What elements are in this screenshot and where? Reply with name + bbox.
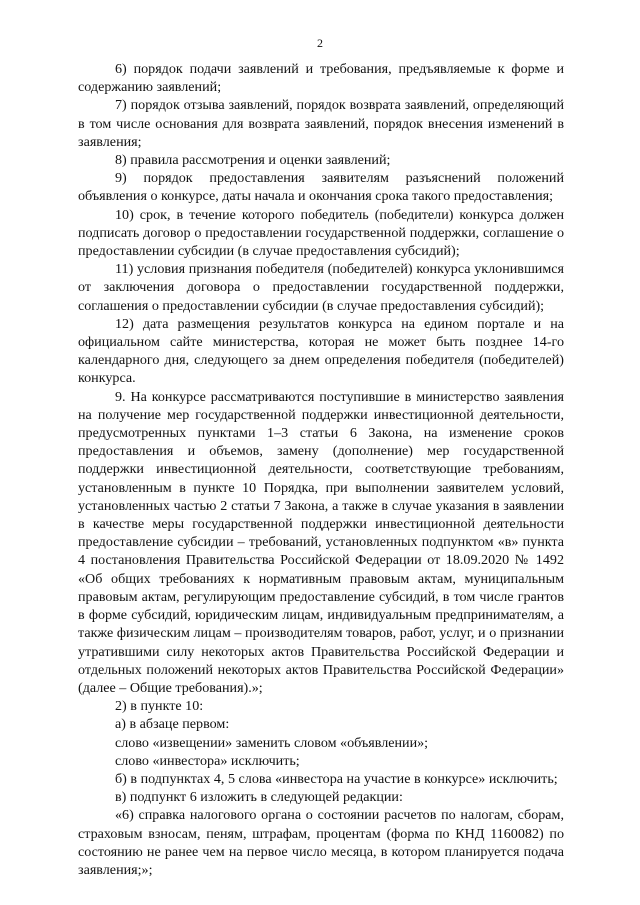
paragraph: слово «извещении» заменить словом «объявлении»; [115,734,429,751]
paragraph: 2) в пункте 10: [115,698,204,715]
page-number: 2 [317,36,323,50]
paragraph: 10) срок, в течение которого победитель (победители) конкурса должен подписать договор о предоставлении государственной поддержки, соглашение о предоставлении субсидии (в случае предоставления субсидий); [78,206,564,260]
paragraph: 11) условия признания победителя (победителей) конкурса уклонившимся от заключения договора о предоставлении государственной поддержки, соглашения о предоставлении субсидии (в случае предоставления субсидий); [78,261,564,314]
paragraph: а) в абзаце первом: [115,716,230,733]
paragraph: 9) порядок предоставления заявителям разъяснений положений объявления о конкурсе, даты начала и окончания срока такого предоставления; [78,170,564,205]
paragraph: 9. На конкурсе рассматриваются поступившие в министерство заявления на получение мер государственной поддержки инвестиционной деятельности, предусмотренных пунктами 1–3 статьи 6 Закона, на изменение сроков предоставления и объемов, замену (дополнение) мер государственной поддержки инвестиционной деятельности, соответствующие требованиям, установленным в пункте 10 Порядка, при выполнении заявителем условий, установленных частью 2 статьи 7 Закона, а также в случае указания в заявлении в качестве меры государственной поддержки инвестиционной деятельности предоставление субсидии – требований, установленных подпунктом «в» пункта 4 постановления Правительства Российской Федерации от 18.09.2020 № 1492 «Об общих требованиях к нормативным правовым актам, муниципальным правовым актам, регулирующим предоставление субсидий, в том числе грантов в форме субсидий, юридическим лицам, индивидуальным предпринимателям, а также физическим лицам – производителям товаров, работ, услуг, и о признании утратившими силу некоторых актов Правительства Российской Федерации и отдельных положений некоторых актов Правительства Российской Федерации» (далее – Общие требования).»; [78,388,564,696]
paragraph: 8) правила рассмотрения и оценки заявлений; [115,152,391,169]
paragraph: б) в подпунктах 4, 5 слова «инвестора на участие в конкурсе» исключить; [115,770,558,787]
document-body [78,60,564,879]
paragraph: 6) порядок подачи заявлений и требования, предъявляемые к форме и содержанию заявлений; [78,61,564,96]
paragraph: в) подпункт 6 изложить в следующей редакции: [115,789,403,806]
paragraph: 7) порядок отзыва заявлений, порядок возврата заявлений, определяющий в том числе основания для возврата заявлений, порядок внесения изменений в заявления; [78,97,564,150]
paragraph: слово «инвестора» исключить; [115,752,300,769]
paragraph: 12) дата размещения результатов конкурса на едином портале и на официальном сайте министерства, которая не может быть позднее 14-го календарного дня, следующего за днем определения победителя (победителей) конкурса. [78,315,564,387]
paragraph: «6) справка налогового органа о состоянии расчетов по налогам, сборам, страховым взносам, пеням, штрафам, процентам (форма по КНД 1160082) по состоянию не ранее чем на первое число месяца, в котором планируется подача заявления;»; [78,807,564,878]
